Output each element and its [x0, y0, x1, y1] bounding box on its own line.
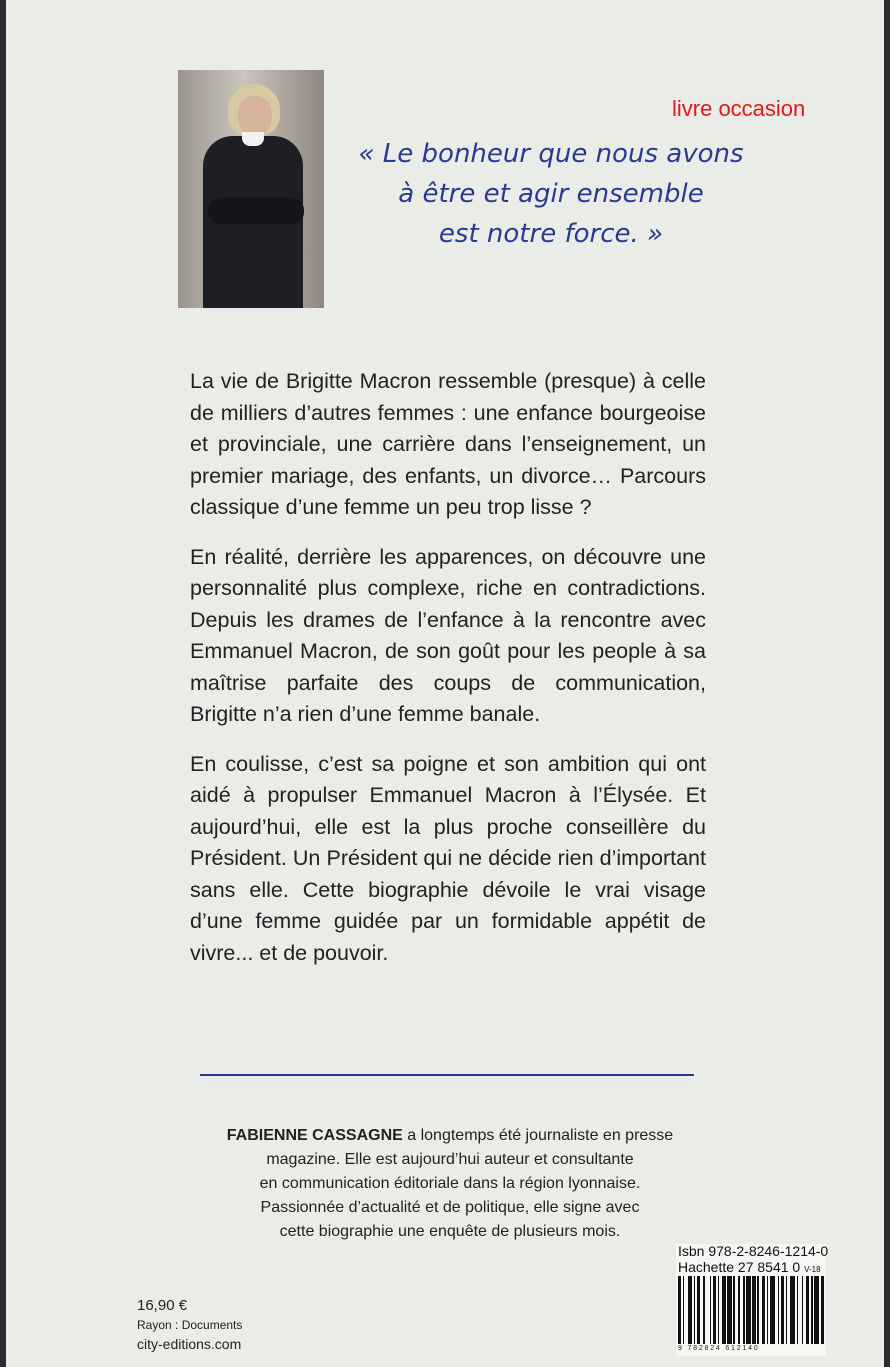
author-subject-photo: [178, 70, 324, 308]
divider-rule: [200, 1074, 694, 1076]
quote-line-1: « Le bonheur que nous avons: [358, 139, 744, 169]
barcode-bar: [824, 1276, 826, 1344]
publisher-website: city-editions.com: [137, 1336, 242, 1352]
used-book-stamp: livre occasion: [672, 96, 806, 121]
author-bio-line-5: cette biographie une enquête de plusieurs mois.: [279, 1223, 621, 1240]
author-bio-line-4: Passionnée d’actualité et de politique, elle signe avec: [260, 1199, 640, 1216]
hachette-version: V-18: [804, 1265, 821, 1274]
author-bio: [200, 1124, 700, 1244]
quote-line-2: à être et agir ensemble: [398, 179, 704, 209]
isbn-number: Isbn 978-2-8246-1214-0: [678, 1243, 829, 1259]
shelf-category: Rayon : Documents: [137, 1318, 243, 1332]
blurb: [190, 366, 706, 987]
author-bio-line-2: magazine. Elle est aujourd’hui auteur et consultante: [266, 1151, 634, 1168]
author-bio-line-1: a longtemps été journaliste en presse: [402, 1127, 674, 1144]
isbn-block: [678, 1243, 828, 1278]
barcode-digits: 9 782824 612140: [678, 1345, 760, 1352]
author-name: FABIENNE CASSAGNE: [226, 1127, 403, 1144]
blurb-paragraph-3: En coulisse, c’est sa poigne et son ambition qui ont aidé à propulser Emmanuel Macron à l’Élysée. Et aujourd’hui, elle est la plus proche conseillère du Président. Un Président qui ne décide rien d’important sans elle. Cette biographie dévoile le vrai visage d’une femme guidée par un formidable appétit de vivre... et de pouvoir.: [190, 751, 706, 965]
blurb-paragraph-1: La vie de Brigitte Macron ressemble (presque) à celle de milliers d’autres femmes : une enfance bourgeoise et provinciale, une carrière dans l’enseignement, un premier mariage, des enfants, un divorce… Parcours classique d’une femme un peu trop lisse ?: [190, 369, 706, 519]
price: 16,90 €: [137, 1297, 188, 1314]
blurb-paragraph-2: En réalité, derrière les apparences, on découvre une personnalité plus complexe, riche en contradictions. Depuis les drames de l’enfance à la rencontre avec Emmanuel Macron, de son goût pour les people à sa maîtrise parfaite des coups de communication, Brigitte n’a rien d’une femme banale.: [190, 544, 706, 726]
pull-quote: [348, 134, 754, 254]
author-bio-line-3: en communication éditoriale dans la région lyonnaise.: [259, 1175, 641, 1192]
quote-line-3: est notre force. »: [438, 219, 664, 249]
barcode: [678, 1276, 826, 1344]
hachette-code: Hachette 27 8541 0: [678, 1259, 801, 1275]
